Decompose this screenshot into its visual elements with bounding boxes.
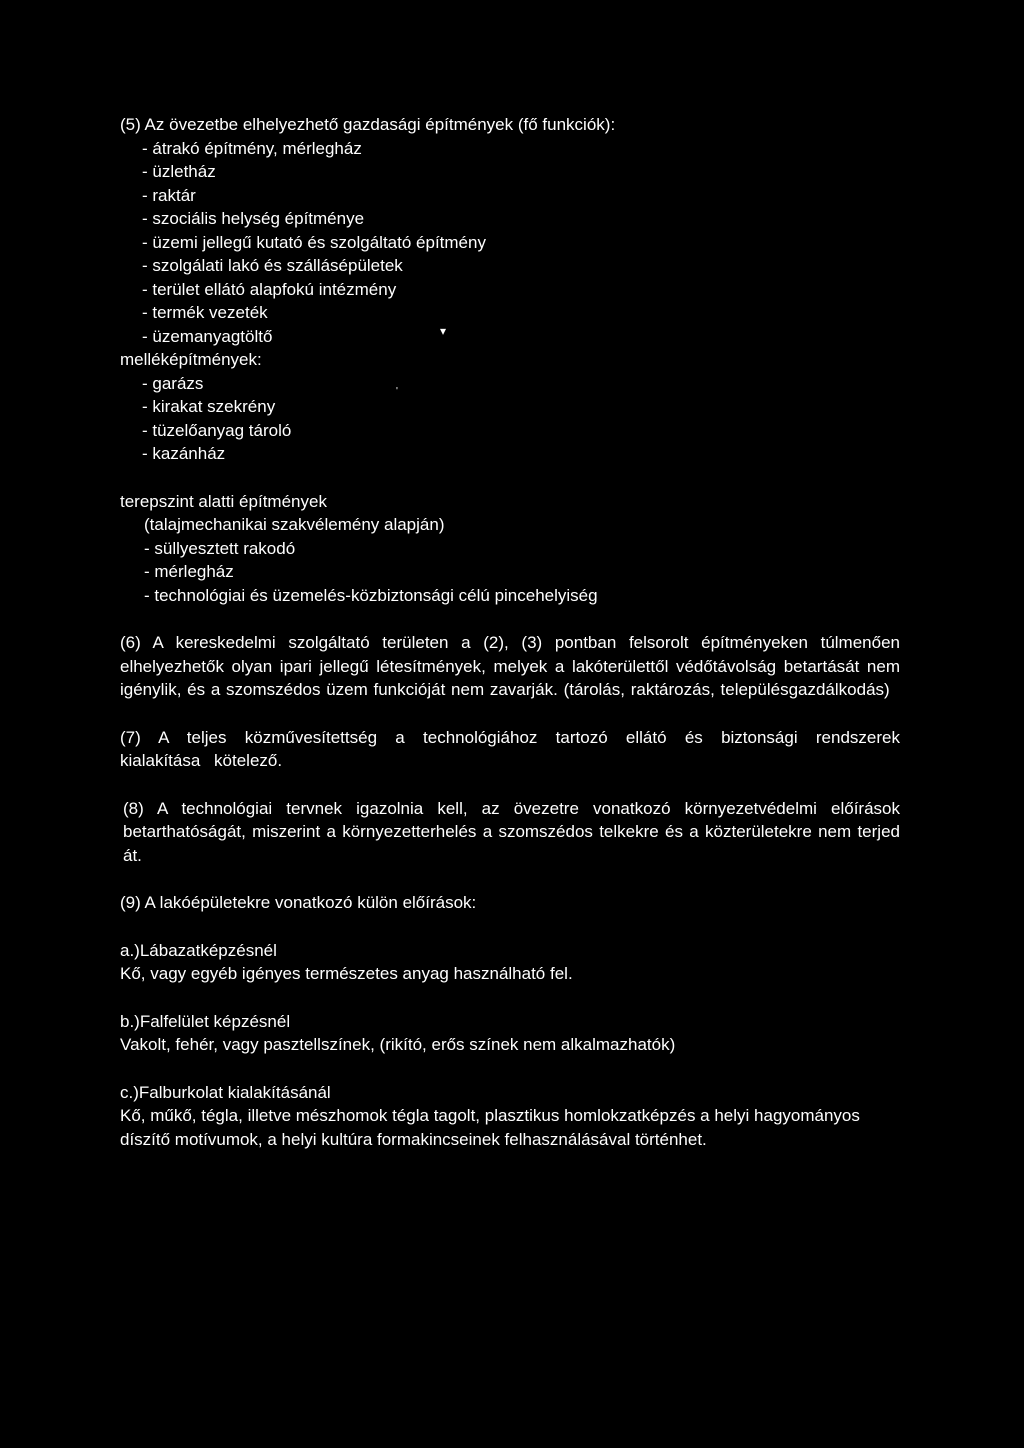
subsection-b-text: Vakolt, fehér, vagy pasztellszínek, (rikító, erős színek nem alkalmazhatók) <box>120 1035 676 1054</box>
section-5-heading: (5) Az övezetbe elhelyezhető gazdasági építmények (fő funkciók): <box>120 115 616 134</box>
list-item: - üzletház <box>142 162 216 181</box>
list-item: - átrakó építmény, mérlegház <box>142 138 362 158</box>
subsection-a-text: Kő, vagy egyéb igényes természetes anyag használható fel. <box>120 964 573 983</box>
subsection-a-title: a.)Lábazatképzésnél <box>120 940 277 960</box>
section-9-heading: (9) A lakóépületekre vonatkozó külön előírások: <box>120 893 477 912</box>
section-8-paragraph: (8) A technológiai tervnek igazolnia kell, az övezetre vonatkozó környezetvédelmi előírások betarthatóságát, miszerint a környezetterhelés a szomszédos telkekre és a közterületekre nem terjed át. <box>123 798 900 865</box>
list-item: - szociális helység építménye <box>142 209 365 228</box>
list-item: - terület ellátó alapfokú intézmény <box>142 279 397 299</box>
list-item: - mérlegház <box>144 562 234 581</box>
list-item: - szolgálati lakó és szállásépületek <box>142 256 403 275</box>
document-page <box>120 113 900 1151</box>
list-item: - kazánház <box>142 444 226 463</box>
subsection-c-title: c.)Falburkolat kialakításánál <box>120 1082 331 1102</box>
list-item: - termék vezeték <box>142 303 268 322</box>
subsection-c-text: Kő, műkő, tégla, illetve mészhomok tégla tagolt, plasztikus homlokzatképzés a helyi hagyományos díszítő motívumok, a helyi kultúra formakincseinek felhasználásával történhet. <box>120 1106 860 1149</box>
list-item: - kirakat szekrény <box>142 397 276 416</box>
list-item: - tüzelőanyag tároló <box>142 420 292 440</box>
terepszint-heading: terepszint alatti építmények <box>120 491 327 511</box>
list-item: - üzemanyagtöltő <box>142 326 273 346</box>
list-item: - üzemi jellegű kutató és szolgáltató építmény <box>142 232 486 252</box>
subsection-b-title: b.)Falfelület képzésnél <box>120 1011 291 1031</box>
scan-speck: ' <box>396 386 398 397</box>
section-6-paragraph: (6) A kereskedelmi szolgáltató területen a (2), (3) pontban felsorolt építményeken túlmenően elhelyezhetők olyan ipari jellegű létesítmények, melyek a lakóterülettől védőtávolság betartását nem igénylik, és a szomszédos üzem funkcióját nem zavarják. (tárolás, raktározás, településgazdálkodás) <box>120 633 900 699</box>
section-7-paragraph: (7) A teljes közművesítettség a technológiához tartozó ellátó és biztonsági rendszerek kialakítása kötelező. <box>120 727 900 770</box>
list-item: - süllyesztett rakodó <box>144 538 296 558</box>
list-item: - technológiai és üzemelés-közbiztonsági célú pincehelyiség <box>144 585 598 605</box>
melleképitmenyek-heading: melléképítmények: <box>120 350 262 369</box>
scan-speck: ▾ <box>440 324 447 338</box>
terepszint-subheading: (talajmechanikai szakvélemény alapján) <box>144 515 445 534</box>
list-item: - raktár <box>142 185 196 205</box>
list-item: - garázs <box>142 373 204 393</box>
